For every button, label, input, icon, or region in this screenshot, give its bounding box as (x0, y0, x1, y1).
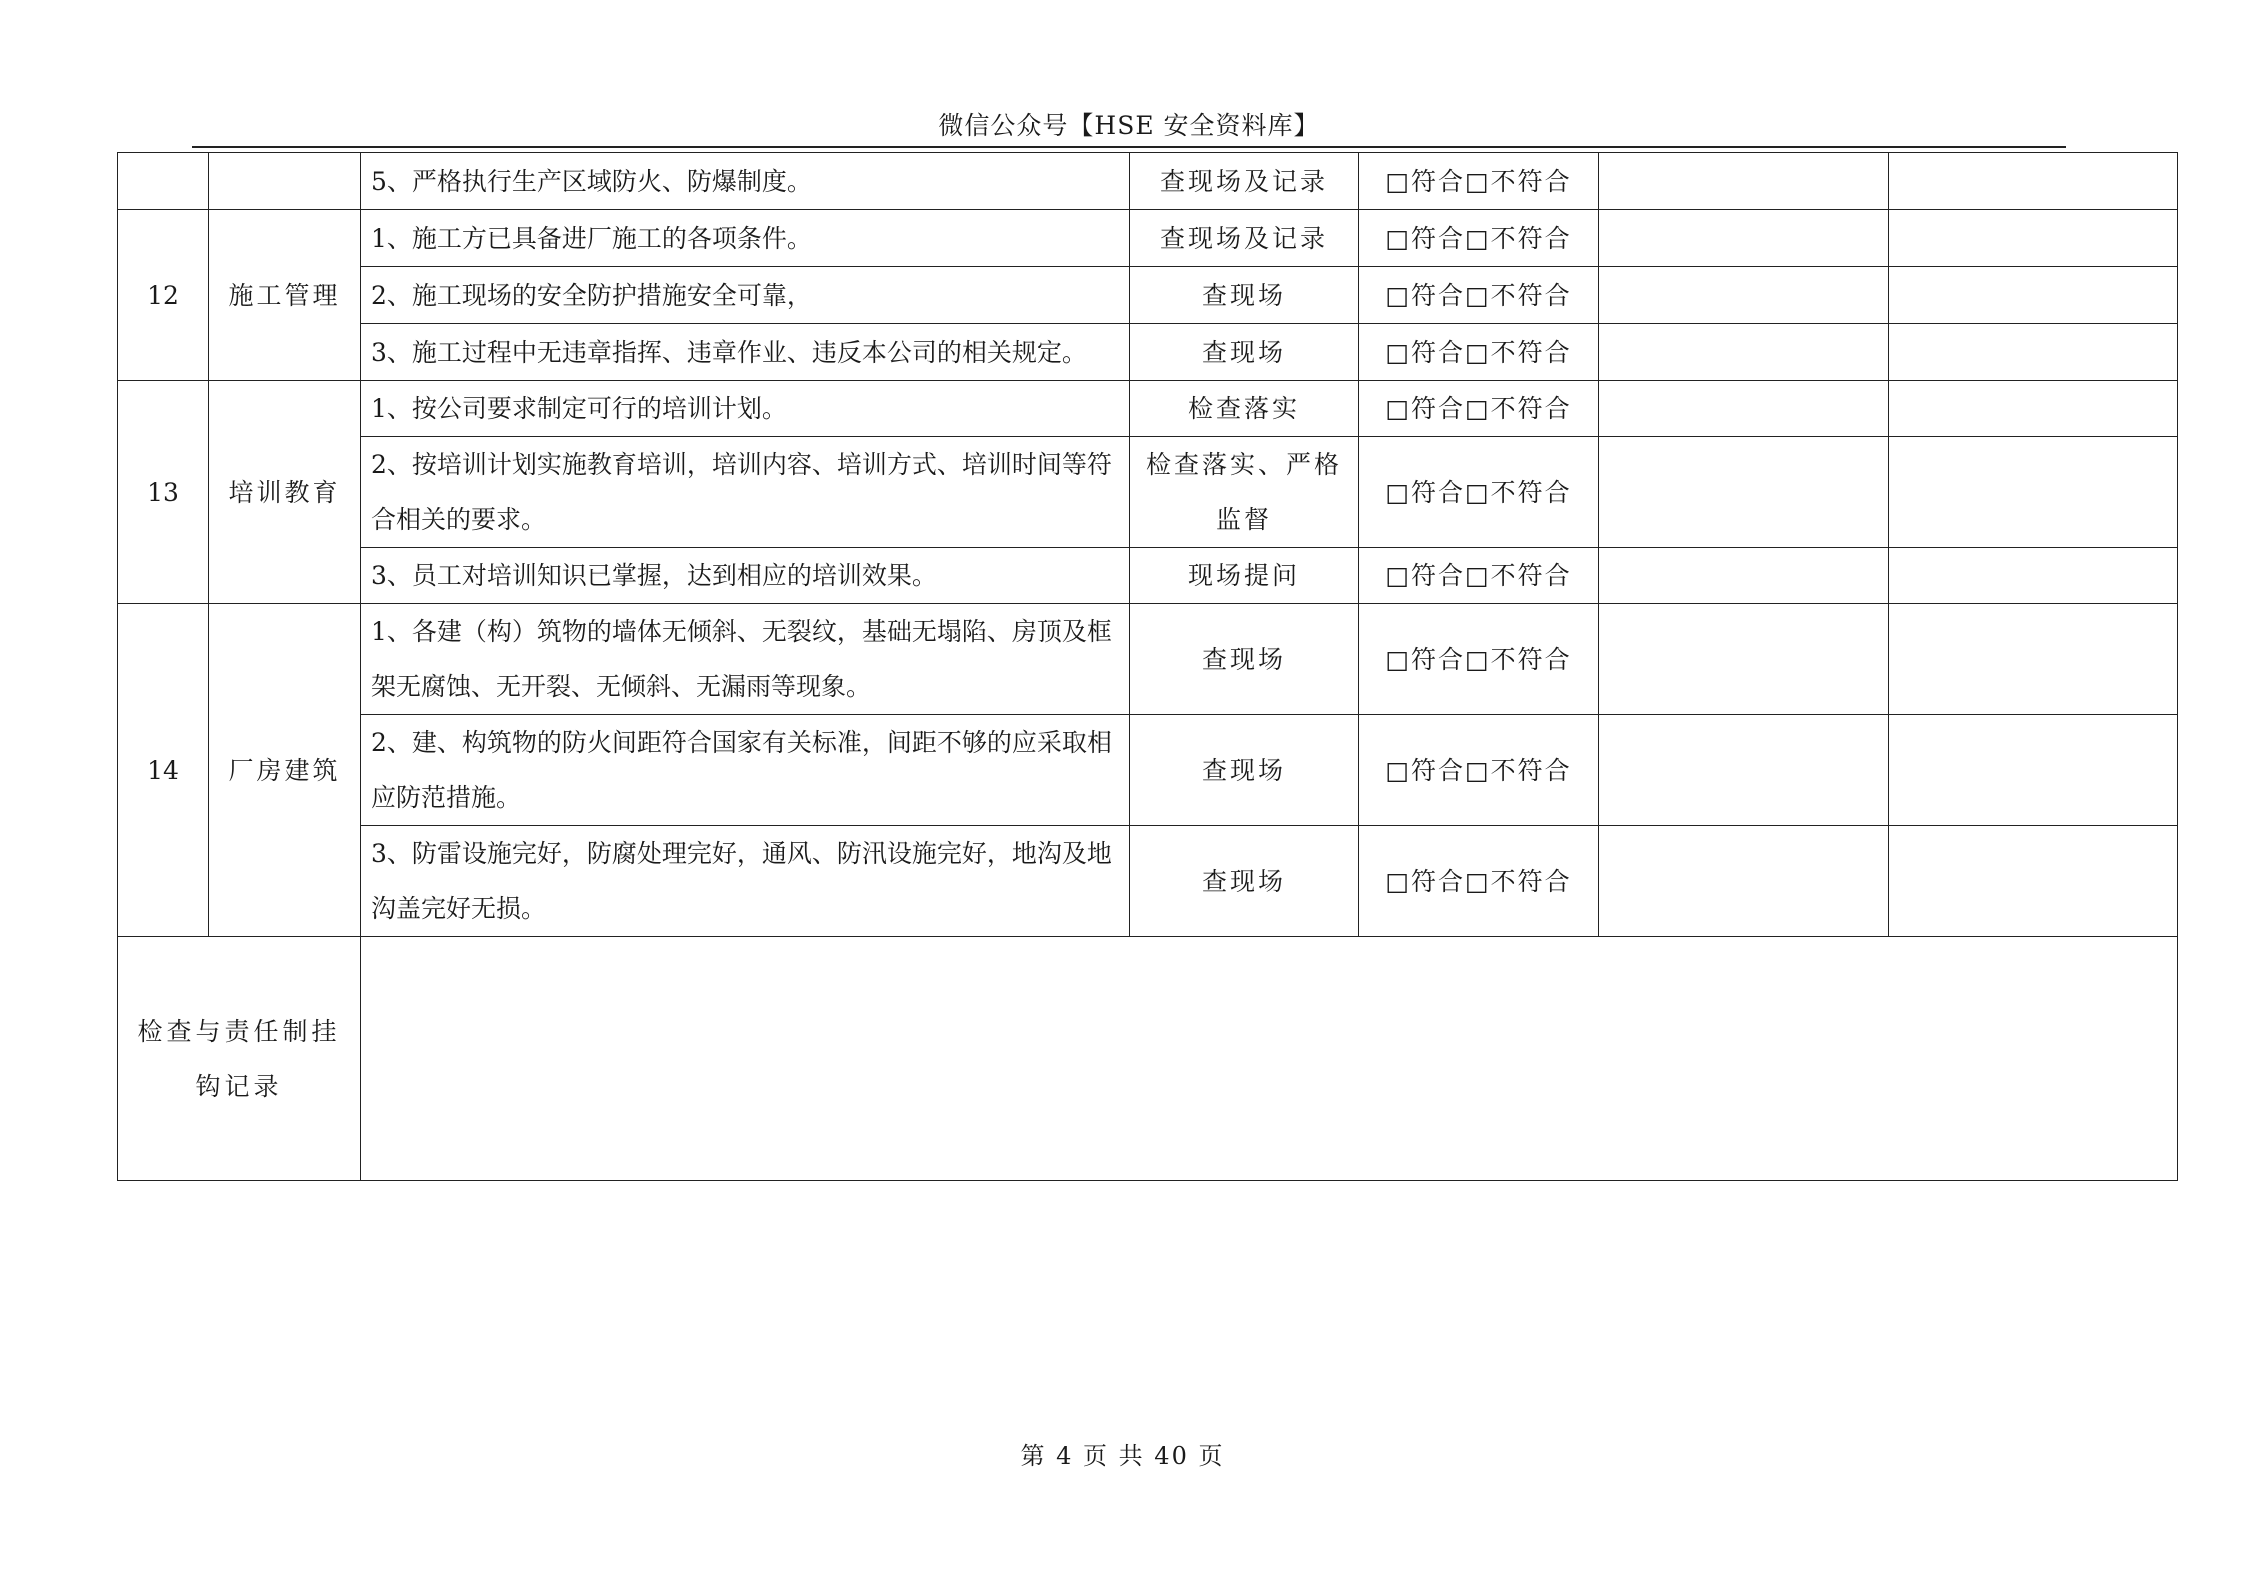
check-method: 查现场 (1130, 826, 1359, 937)
check-method: 查现场及记录 (1130, 153, 1359, 210)
item-number: 14 (118, 604, 209, 937)
category-cell (209, 153, 361, 210)
result-checkbox-pair[interactable]: □符合□不符合 (1359, 604, 1599, 715)
check-method: 检查落实、严格监督 (1130, 437, 1359, 548)
remarks-cell[interactable] (1889, 324, 2178, 381)
notes-cell[interactable] (1599, 210, 1889, 267)
table-row (118, 715, 2178, 826)
result-checkbox-pair[interactable]: □符合□不符合 (1359, 153, 1599, 210)
category-name: 培训教育 (209, 381, 361, 604)
check-method: 查现场及记录 (1130, 210, 1359, 267)
check-method: 检查落实 (1130, 381, 1359, 437)
check-item: 2、建、构筑物的防火间距符合国家有关标准，间距不够的应采取相应防范措施。 (361, 715, 1130, 826)
remarks-cell[interactable] (1889, 548, 2178, 604)
category-name: 厂房建筑 (209, 604, 361, 937)
check-method: 现场提问 (1130, 548, 1359, 604)
notes-cell[interactable] (1599, 324, 1889, 381)
remarks-cell[interactable] (1889, 604, 2178, 715)
result-checkbox-pair[interactable]: □符合□不符合 (1359, 826, 1599, 937)
notes-cell[interactable] (1599, 153, 1889, 210)
table-row (118, 324, 2178, 381)
check-method: 查现场 (1130, 715, 1359, 826)
notes-cell[interactable] (1599, 267, 1889, 324)
notes-cell[interactable] (1599, 715, 1889, 826)
item-number-cell (118, 153, 209, 210)
check-item: 2、施工现场的安全防护措施安全可靠， (361, 267, 1130, 324)
check-method: 查现场 (1130, 604, 1359, 715)
inspection-checklist-table (117, 152, 2178, 1181)
page-number: 第 4 页 共 40 页 (1020, 1442, 1225, 1470)
notes-cell[interactable] (1599, 381, 1889, 437)
page-header-title: 微信公众号【HSE 安全资料库】 (938, 111, 1320, 140)
table-row (118, 548, 2178, 604)
remarks-cell[interactable] (1889, 153, 2178, 210)
check-method: 查现场 (1130, 267, 1359, 324)
check-item: 2、按培训计划实施教育培训，培训内容、培训方式、培训时间等符合相关的要求。 (361, 437, 1130, 548)
signoff-row (118, 937, 2178, 1181)
check-item: 1、施工方已具备进厂施工的各项条件。 (361, 210, 1130, 267)
item-number: 13 (118, 381, 209, 604)
remarks-cell[interactable] (1889, 267, 2178, 324)
result-checkbox-pair[interactable]: □符合□不符合 (1359, 548, 1599, 604)
table-row (118, 153, 2178, 210)
notes-cell[interactable] (1599, 604, 1889, 715)
table-row (118, 267, 2178, 324)
result-checkbox-pair[interactable]: □符合□不符合 (1359, 437, 1599, 548)
check-item: 1、按公司要求制定可行的培训计划。 (361, 381, 1130, 437)
table-row (118, 826, 2178, 937)
remarks-cell[interactable] (1889, 826, 2178, 937)
header-divider (192, 146, 2066, 148)
check-item: 1、各建（构）筑物的墙体无倾斜、无裂纹，基础无塌陷、房顶及框架无腐蚀、无开裂、无倾斜、无漏雨等现象。 (361, 604, 1130, 715)
category-name: 施工管理 (209, 210, 361, 381)
notes-cell[interactable] (1599, 826, 1889, 937)
result-checkbox-pair[interactable]: □符合□不符合 (1359, 324, 1599, 381)
signoff-label: 检查与责任制挂钩记录 (118, 937, 361, 1181)
check-method: 查现场 (1130, 324, 1359, 381)
result-checkbox-pair[interactable]: □符合□不符合 (1359, 715, 1599, 826)
check-item: 3、施工过程中无违章指挥、违章作业、违反本公司的相关规定。 (361, 324, 1130, 381)
table-row (118, 604, 2178, 715)
remarks-cell[interactable] (1889, 210, 2178, 267)
remarks-cell[interactable] (1889, 437, 2178, 548)
check-item: 5、严格执行生产区域防火、防爆制度。 (361, 153, 1130, 210)
result-checkbox-pair[interactable]: □符合□不符合 (1359, 381, 1599, 437)
check-item: 3、防雷设施完好，防腐处理完好，通风、防汛设施完好，地沟及地沟盖完好无损。 (361, 826, 1130, 937)
remarks-cell[interactable] (1889, 381, 2178, 437)
remarks-cell[interactable] (1889, 715, 2178, 826)
notes-cell[interactable] (1599, 437, 1889, 548)
signoff-record-area[interactable] (361, 937, 2178, 1181)
table-row (118, 381, 2178, 437)
notes-cell[interactable] (1599, 548, 1889, 604)
table-row (118, 437, 2178, 548)
result-checkbox-pair[interactable]: □符合□不符合 (1359, 267, 1599, 324)
table-row (118, 210, 2178, 267)
result-checkbox-pair[interactable]: □符合□不符合 (1359, 210, 1599, 267)
check-item: 3、员工对培训知识已掌握，达到相应的培训效果。 (361, 548, 1130, 604)
item-number: 12 (118, 210, 209, 381)
